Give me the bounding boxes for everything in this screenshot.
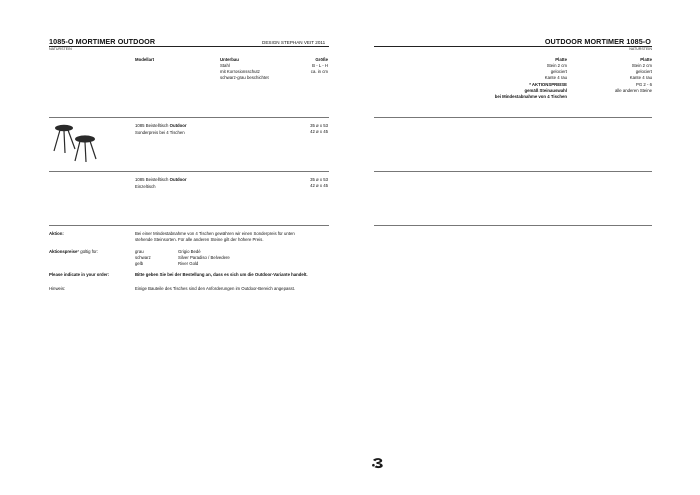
side-table-stools-icon: [51, 119, 99, 163]
aktion-text: [135, 231, 295, 243]
base-line: Stahl: [220, 63, 230, 68]
platte-column-1: [495, 63, 567, 100]
size-description: [311, 63, 328, 75]
order-text: Bitte geben Sie bei der Bestellung an, dass es sich um die Outdoor-Variante handelt.: [135, 272, 308, 277]
size-line: ca. in cm: [310, 69, 328, 75]
left-title-rule: [49, 46, 329, 47]
platte-header-2: Platte: [640, 57, 652, 62]
designer-credit: DESIGN STEPHAN VEIT 2011: [262, 39, 326, 45]
aktionspreise-note: gemäß Steinauswahl: [524, 87, 567, 93]
stone-colors: [135, 249, 151, 268]
aktionspreise-label: Aktionspreise* gültig für:: [49, 249, 98, 254]
stone-names: [178, 249, 230, 268]
size-value: 42 ø x 45: [310, 129, 328, 135]
aktionspreise-note: * AKTIONSPREISE: [529, 81, 567, 87]
header-groesse: Größe: [315, 57, 328, 62]
aktion-line: stehende Steinsorten. Für alle anderen Steine gilt der höhere Preis.: [135, 237, 264, 243]
stone-color: grau: [135, 249, 144, 254]
order-label: Please indicate in your order:: [49, 272, 110, 277]
row-divider: [374, 171, 652, 172]
aktionspreise-note: bei Mindestabnahme von 4 Tischen: [494, 93, 567, 99]
hinweis-label: Hinweis:: [49, 286, 66, 291]
size-value: 35 ø x 53: [310, 123, 328, 128]
platte-header-1: Platte: [555, 57, 567, 62]
stone-name: River Gold: [178, 261, 199, 267]
platte-column-2: [615, 63, 652, 94]
base-line: schwarz-grau beschichtet: [220, 75, 269, 81]
platte-line: PG 2 - 6: [635, 81, 652, 87]
product-1-name: 1085 Beistelltisch Outdoor: [135, 123, 187, 128]
platte-line: alle anderen Steine: [614, 87, 652, 93]
stone-color: schwarz: [135, 255, 151, 261]
product-2-sizes: [310, 177, 328, 189]
right-page-subtitle: NATURSTEIN: [629, 46, 652, 51]
product-2-name: 1085 Beistelltisch Outdoor: [135, 177, 187, 182]
row-divider: [49, 225, 329, 226]
row-divider: [374, 225, 652, 226]
stone-name: Silver Paradiso / Belvedere: [178, 255, 230, 261]
product-2-detail: Einzeltisch: [135, 183, 156, 189]
left-page-subtitle: NATURSTEIN: [49, 46, 72, 51]
stone-color: gelb: [135, 261, 144, 267]
right-title-rule: [374, 46, 652, 47]
base-description: [220, 63, 269, 82]
platte-line: Stein 2 cm: [546, 63, 567, 68]
product-1-detail: Sonderpreis bei 4 Tischen: [135, 129, 185, 135]
row-divider: [49, 171, 329, 172]
brand-logo-icon: [371, 457, 385, 469]
platte-line: Kante 4 rau: [544, 75, 567, 81]
row-divider: [374, 117, 652, 118]
right-page-title: OUTDOOR MORTIMER 1085-O: [544, 37, 651, 46]
hinweis-text: Einige Bauteile des Tisches sind den Anforderungen im Outdoor-Bereich angepasst.: [135, 286, 296, 291]
platte-line: Kante 4 rau: [629, 75, 652, 81]
header-unterbau: Unterbau: [220, 57, 239, 62]
aktion-line: Bei einer Mindestabnahme von 4 Tischen gewähren wir einen Sonderpreis für unten: [135, 231, 295, 236]
size-value: 42 ø x 45: [310, 183, 328, 189]
aktion-label: Aktion:: [49, 231, 64, 236]
size-value: 35 ø x 53: [310, 177, 328, 182]
base-line: mit Korrosionsschutz: [220, 69, 260, 75]
stone-name: Grigio Bedè: [178, 249, 201, 254]
product-1-sizes: [310, 123, 328, 135]
header-modellart: Modellart: [135, 57, 155, 62]
size-line: B - L - H: [312, 63, 328, 68]
row-divider: [49, 117, 329, 118]
platte-line: gelociert: [550, 69, 567, 75]
left-page-title: 1085-O MORTIMER OUTDOOR: [49, 37, 156, 46]
platte-line: gelociert: [635, 69, 652, 75]
platte-line: Stein 2 cm: [631, 63, 652, 68]
